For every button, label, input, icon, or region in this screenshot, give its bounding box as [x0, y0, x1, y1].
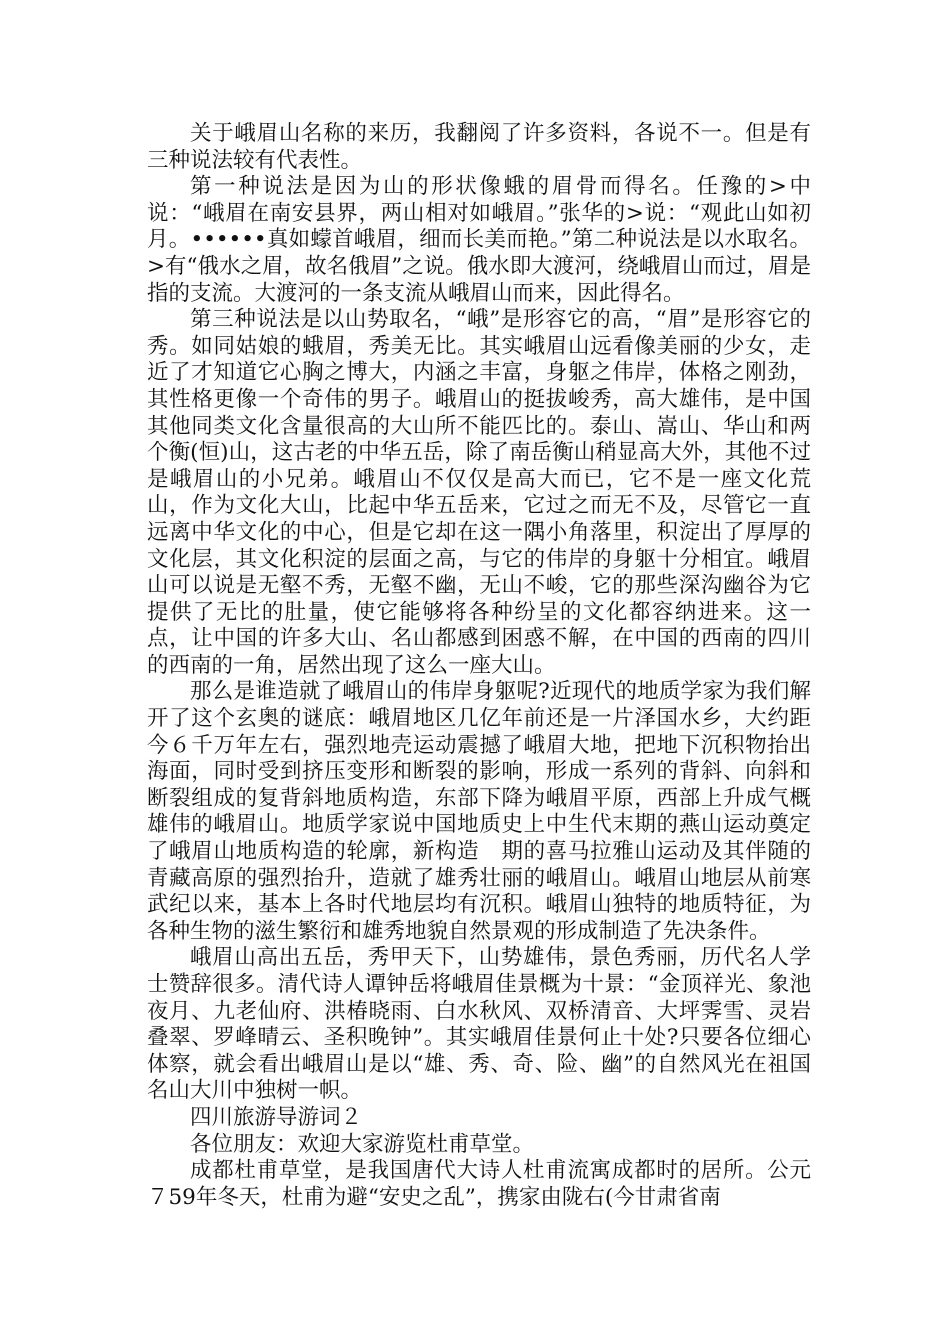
- paragraph-greeting: 各位朋友：欢迎大家游览杜甫草堂。: [190, 1131, 535, 1157]
- paragraph-first-theory: 第一种说法是因为山的形状像蛾的眉骨而得名。任豫的>中说：“峨眉在南安县界，两山相对如峨眉。”张华的>说：“观此山如初月。••••••真如蠓首峨眉，细而长美而艳。”第二种说法是以水取名。>有“俄水之眉，故名俄眉”之说。俄水即大渡河，绕峨眉山而过，眉是指的支流。大渡河的一条支流从峨眉山而来，因此得名。: [147, 174, 811, 306]
- paragraph-geology: 那么是谁造就了峨眉山的伟岸身躯呢?近现代的地质学家为我们解开了这个玄奥的谜底：峨眉地区几亿年前还是一片泽国水乡，大约距今６千万年左右，强烈地壳运动震撼了峨眉大地，把地下沉积物抬出海面，同时受到挤压变形和断裂的影响，形成一系列的背斜、向斜和断裂组成的复背斜地质构造，东部下降为峨眉平原，西部上升成气概雄伟的峨眉山。地质学家说中国地质史上中生代末期的燕山运动奠定了峨眉山地质构造的轮廓，新构造 期的喜马拉雅山运动及其伴随的青藏高原的强烈抬升，造就了雄秀壮丽的峨眉山。峨眉山地层从前寒武纪以来，基本上各时代地层均有沉积。峨眉山独特的地质特征，为各种生物的滋生繁衍和雄秀地貌自然景观的形成制造了先决条件。: [147, 679, 811, 944]
- section-heading-guide-2: 四川旅游导游词２: [190, 1104, 363, 1130]
- paragraph-name-origin-intro: 关于峨眉山名称的来历，我翻阅了许多资料，各说不一。但是有三种说法较有代表性。: [147, 121, 811, 173]
- paragraph-du-fu-cottage: 成都杜甫草堂，是我国唐代大诗人杜甫流寓成都时的居所。公元７59年冬天，杜甫为避“安史之乱”，携家由陇右(今甘肃省南: [147, 1158, 811, 1210]
- document-body: [147, 121, 811, 1211]
- paragraph-ten-scenes: 峨眉山高出五岳，秀甲天下，山势雄伟，景色秀丽，历代名人学士赞辞很多。清代诗人谭钟岳将峨眉佳景概为十景：“金顶祥光、象池夜月、九老仙府、洪椿晓雨、白水秋风、双桥清音、大坪霁雪、灵岩叠翠、罗峰晴云、圣积晚钟”。其实峨眉佳景何止十处?只要各位细心体察，就会看出峨眉山是以“雄、秀、奇、险、幽”的自然风光在祖国名山大川中独树一帜。: [147, 945, 811, 1104]
- paragraph-third-theory: 第三种说法是以山势取名，“峨”是形容它的高，“眉”是形容它的秀。如同姑娘的蛾眉，秀美无比。其实峨眉山远看像美丽的少女，走近了才知道它心胸之博大，内涵之丰富，身躯之伟岸，体格之刚劲，其性格更像一个奇伟的男子。峨眉山的挺拔峻秀，高大雄伟，是中国其他同类文化含量很高的大山所不能匹比的。泰山、嵩山、华山和两个衡(恒)山，这古老的中华五岳，除了南岳衡山稍显高大外，其他不过是峨眉山的小兄弟。峨眉山不仅仅是高大而已，它不是一座文化荒山，作为文化大山，比起中华五岳来，它过之而无不及，尽管它一直远离中华文化的中心，但是它却在这一隅小角落里，积淀出了厚厚的文化层，其文化积淀的层面之高，与它的伟岸的身躯十分相宜。峨眉山可以说是无壑不秀，无壑不幽，无山不峻，它的那些深沟幽谷为它提供了无比的肚量，使它能够将各种纷呈的文化都容纳进来。这一点，让中国的许多大山、名山都感到困惑不解，在中国的西南的四川的西南的一角，居然出现了这么一座大山。: [147, 307, 811, 678]
